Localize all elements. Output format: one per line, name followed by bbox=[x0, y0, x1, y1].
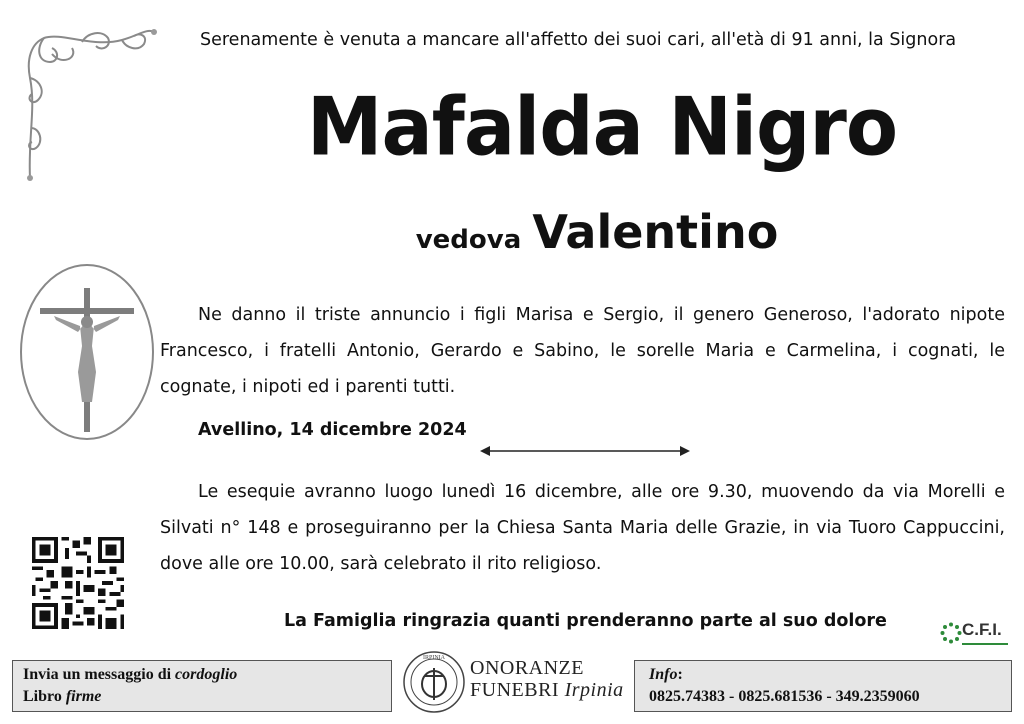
condolence-prefix: Invia un messaggio di bbox=[23, 666, 172, 683]
condolence-box[interactable] bbox=[12, 660, 392, 712]
logo-line1: ONORANZE bbox=[470, 657, 584, 679]
announcement-text bbox=[160, 297, 1005, 405]
announcement-body: Ne danno il triste annuncio i figli Marisa e Sergio, il genero Generoso, l'adorato nipote Francesco, i fratelli Antonio, Gerardo e Sabino, le sorelle Maria e Carmelina, i cognati, le cognate, i nipoti ed i parenti tutti. bbox=[160, 305, 1005, 397]
qr-code-icon[interactable] bbox=[32, 537, 124, 629]
condolence-word: cordoglio bbox=[175, 666, 238, 683]
place-date: Avellino, 14 dicembre 2024 bbox=[198, 420, 467, 440]
info-phones[interactable] bbox=[649, 686, 997, 708]
funeral-home-logo-icon bbox=[402, 650, 466, 714]
phone-numbers: 0825.74383 - 0825.681536 - 349.2359060 bbox=[649, 688, 920, 705]
cfi-label: C.F.I. bbox=[962, 620, 1002, 639]
widow-line bbox=[0, 205, 1024, 259]
logo-line2a: FUNEBRI bbox=[470, 679, 560, 701]
book-prefix: Libro bbox=[23, 688, 62, 705]
info-label-line: Info: bbox=[649, 666, 683, 683]
book-word: firme bbox=[65, 688, 102, 705]
info-box bbox=[634, 660, 1012, 712]
crucifix-icon bbox=[18, 262, 156, 442]
logo-arc-text: IRPINIA bbox=[423, 655, 445, 661]
funeral-home-name bbox=[470, 657, 624, 701]
guestbook-link[interactable] bbox=[23, 686, 381, 708]
cfi-logo-icon bbox=[940, 620, 1010, 648]
intro-text: Serenamente è venuta a mancare all'affetto dei suoi cari, all'età di 91 anni, la Signora bbox=[200, 30, 957, 50]
deceased-name: Mafalda Nigro bbox=[306, 79, 898, 174]
condolence-link[interactable] bbox=[23, 664, 381, 686]
double-arrow-icon bbox=[480, 444, 690, 458]
logo-line2b: Irpinia bbox=[564, 679, 624, 701]
funeral-body: Le esequie avranno luogo lunedì 16 dicembre, alle ore 9.30, muovendo da via Morelli e Silvati n° 148 e proseguiranno per la Chiesa Santa Maria delle Grazie, in via Tuoro Cappuccini, dove alle ore 10.00, sarà celebrato il rito religioso. bbox=[160, 482, 1005, 574]
info-label: Info bbox=[649, 666, 678, 683]
logo-line2 bbox=[470, 679, 624, 701]
thanks-text: La Famiglia ringrazia quanti prenderanno parte al suo dolore bbox=[284, 611, 887, 631]
widow-prefix: vedova bbox=[415, 225, 522, 255]
widow-surname: Valentino bbox=[532, 205, 779, 259]
funeral-text bbox=[160, 474, 1005, 582]
